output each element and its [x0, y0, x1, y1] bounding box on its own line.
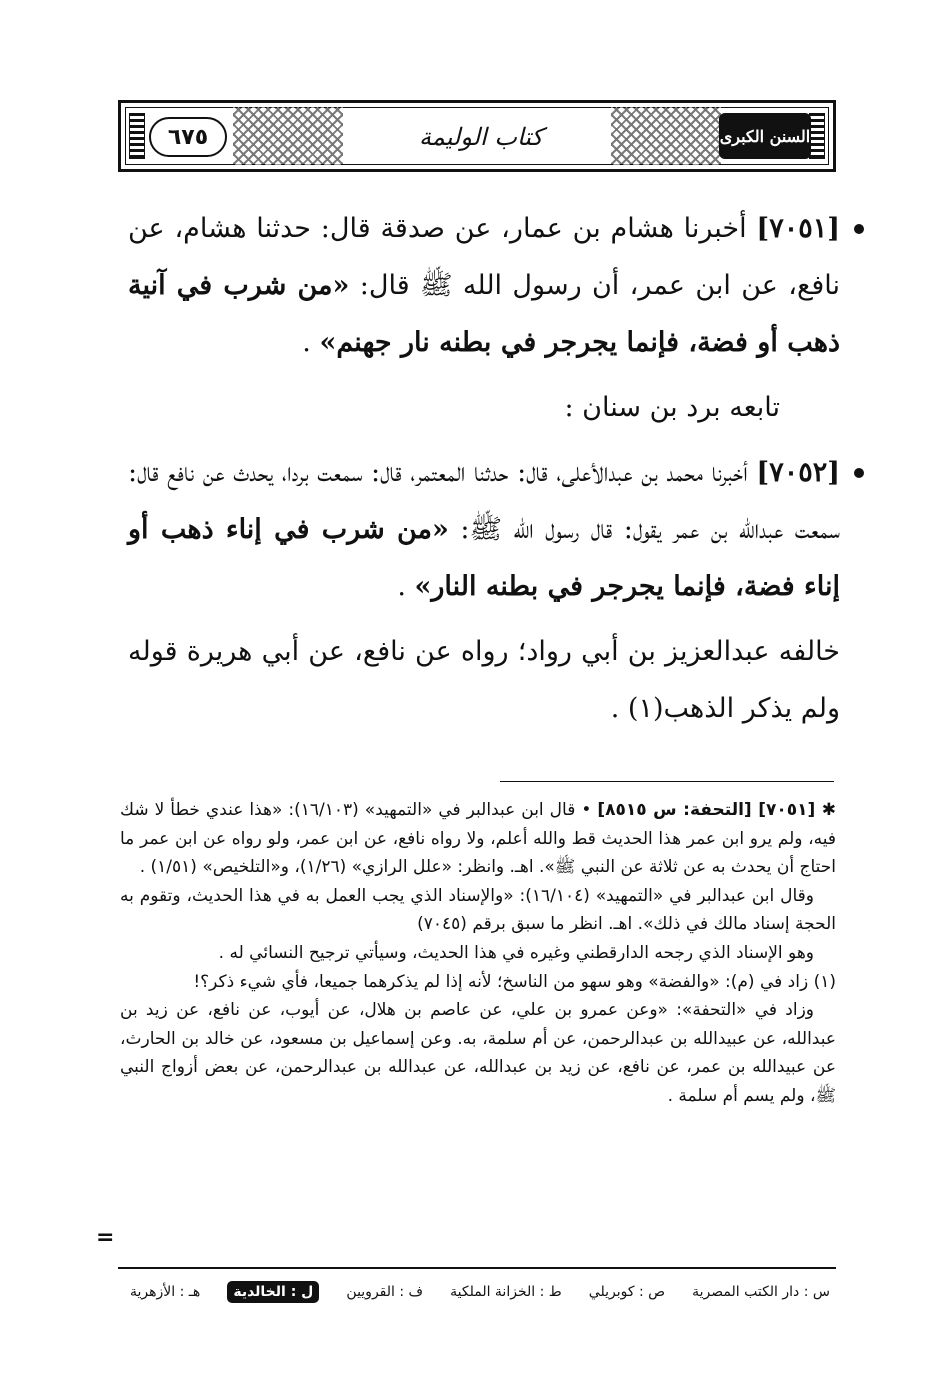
hadith-7051-followup: تابعه برد بن سنان : [564, 392, 780, 423]
book-title: كتاب الوليمة [419, 123, 543, 151]
right-edge-ornament [809, 113, 825, 159]
hadith-matn: «من شرب في آنية ذهب أو فضة، فإنما يجرجر في بطنه نار جهنم» [128, 270, 840, 358]
manuscript-sigla [130, 1276, 830, 1308]
left-ornament-band [233, 107, 343, 165]
hadith-7052 [128, 444, 840, 615]
footnote-7051 [120, 796, 836, 882]
footnote-1: (١) زاد في (م): «والفضة» وهو سهو من الناسخ؛ لأنه إذا لم يذكرهما جميعا، فأي شيء ذكر؟! [193, 971, 836, 992]
hadith-isnad: أخبرنا هشام بن عمار، عن صدقة قال: حدثنا هشام، عن نافع، عن ابن عمر، أن رسول الله ﷺ قال: [128, 213, 840, 301]
continuation-mark: = [96, 1225, 115, 1250]
main-text [128, 200, 840, 737]
hadith-number: [٧٠٥١] [756, 213, 840, 244]
footnote-separator [500, 781, 834, 782]
footnote-para: وزاد في «التحفة»: «وعن عمرو بن علي، عن عاصم بن هلال، عن أيوب، عن نافع، عن زيد بن عبدالله، عن عبيدالله بن عبدالرحمن، عن أم سلمة، به. وعن إسماعيل بن مسعود، عن خالد بن الحارث، عن عبيدالله بن عمر، عن نافع، عن زيد بن عبدالله، عن عبدالله بن عبدالرحمن، عن بعض أزواج النبي ﷺ، ولم يسم أم سلمة . [120, 1000, 836, 1106]
hadith-isnad: أخبرنا محمد بن عبدالأعلى، قال: حدثنا المعتمر، قال: سمعت بردا، يحدث عن نافع قال: سمعت عبدالله بن عمر يقول: قال رسول الله ﷺ: [128, 457, 840, 545]
left-edge-ornament [129, 113, 145, 159]
siglum-highlighted: ل : الخالدية [227, 1281, 319, 1303]
hadith-end: . [302, 327, 311, 358]
bullet-icon [854, 468, 864, 478]
series-logo: السنن الكبرى [719, 113, 811, 159]
bullet-icon [854, 224, 864, 234]
siglum: هـ : الأزهرية [130, 1284, 201, 1300]
hadith-7051-text [128, 200, 840, 371]
footnote-para: وهو الإسناد الذي رجحه الدارقطني وغيره في هذا الحديث، وسيأتي ترجيح النسائي له . [218, 942, 814, 963]
siglum: ص : كوبريلي [588, 1284, 666, 1300]
hadith-end: . [397, 571, 406, 602]
hadith-number: [٧٠٥٢] [756, 457, 840, 488]
right-ornament-band [611, 107, 721, 165]
siglum: ف : القرويين [346, 1284, 424, 1300]
footnotes [120, 796, 836, 1111]
page-header [118, 100, 836, 172]
hadith-7052-followup: خالفه عبدالعزيز بن أبي رواد؛ رواه عن نافع، عن أبي هريرة قوله ولم يذكر الذهب(١) . [128, 636, 840, 724]
footnote-ref: [٧٠٥١] [التحفة: س ٨٥١٥] [597, 800, 816, 820]
hadith-7052-text [128, 444, 840, 615]
siglum: س : دار الكتب المصرية [692, 1284, 830, 1300]
footnote-para: وقال ابن عبدالبر في «التمهيد» (١٦/١٠٤): «والإسناد الذي يجب العمل به في هذا الحديث، وتقوم به الحجة إسناد مالك في ذلك». اهـ. انظر ما سبق برقم (٧٠٤٥) [120, 885, 836, 935]
hadith-7051 [128, 200, 840, 371]
footer-rule [118, 1267, 836, 1269]
hadith-matn: «من شرب في إناء ذهب أو إناء فضة، فإنما يجرجر في بطنه النار» [128, 514, 840, 602]
page-number: ٦٧٥ [149, 117, 227, 157]
asterisk-icon: ✱ [815, 800, 837, 820]
siglum: ط : الخزانة الملكية [450, 1284, 562, 1300]
footnote-text: • قال ابن عبدالبر في «التمهيد» (١٦/١٠٣): «هذا عندي خطأ لا شك فيه، ولم يرو ابن عمر هذا الحديث قط والله أعلم، ولا رواه نافع، عن ابن عمر، ولو رواه عن ابن عمر ما احتاج أن يحدث به عن ثلاثة عن النبي ﷺ». اهـ. وانظر: «علل الرازي» (١/٢٦)، و«التلخيص» (١/٥١) . [120, 800, 836, 878]
